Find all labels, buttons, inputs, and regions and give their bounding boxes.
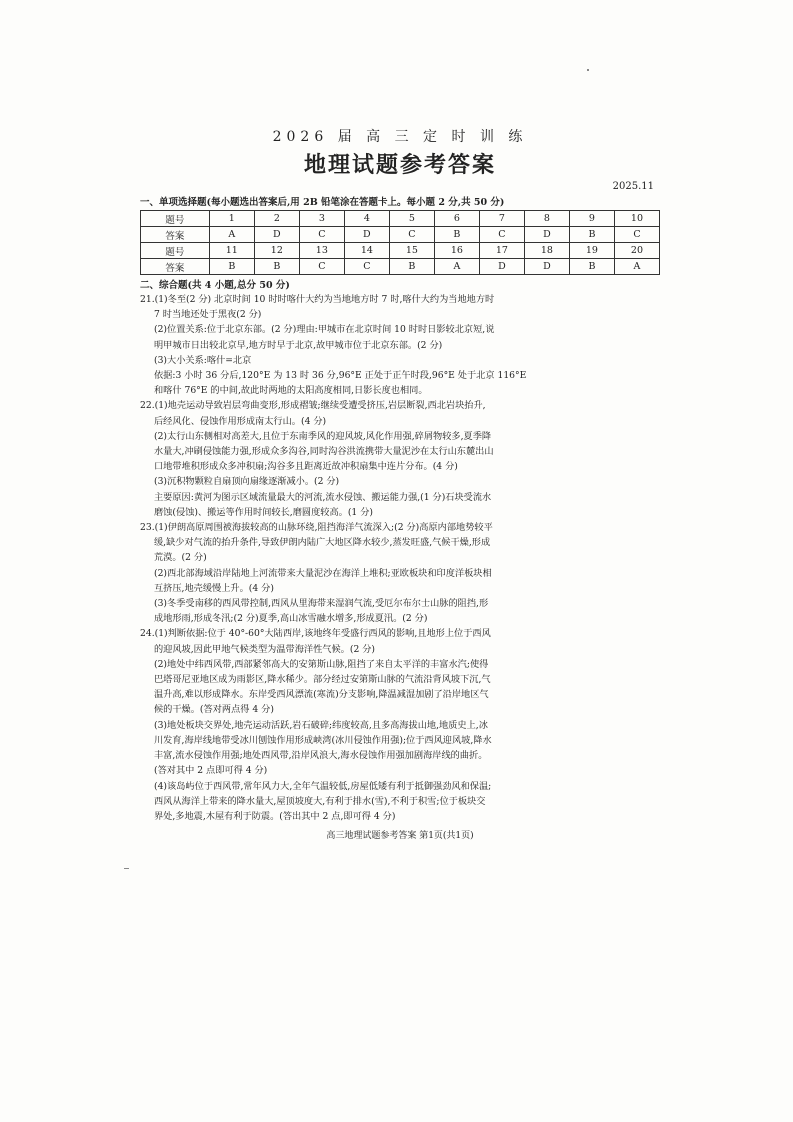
table-row-header: 题号 [141,243,210,259]
answer-line: 互挤压,地壳缓慢上升。(4 分) [154,582,274,594]
answer-line: 西风从海洋上带来的降水量大,屋顶坡度大,有利于排水(雪),不利于积雪;位于板块交 [154,795,486,807]
answer-line: (2)地处中纬西风带,西部紧邻高大的安第斯山脉,阻挡了来自太平洋的丰富水汽;使得 [154,658,489,670]
table-row [141,243,660,259]
answer-sheet [140,120,660,841]
answer-line: 23.(1)伊朗高原周围被海拔较高的山脉环绕,阻挡海洋气流深入;(2 分)高原内部地势较平 [140,522,493,534]
answer-line: (3)地处板块交界处,地壳运动活跃,岩石破碎;纬度较高,且多高海拔山地,地质史上,冰 [154,719,488,731]
table-cell: C [299,227,344,243]
table-cell: 14 [344,243,389,259]
table-row-header: 答案 [141,227,210,243]
table-cell: C [614,227,659,243]
answer-line: 磨蚀(侵蚀)、搬运等作用时间较长,磨圆度较高。(1 分) [154,506,373,518]
table-cell: 11 [209,243,254,259]
answer-line: 后经风化、侵蚀作用形成南太行山。(4 分) [154,415,327,427]
table-cell: C [299,259,344,275]
table-row [141,227,660,243]
answer-line: 成地形雨,形成冬汛;(2 分)夏季,高山冰雪融水增多,形成夏汛。(2 分) [154,613,428,625]
table-cell: 16 [434,243,479,259]
document-date: 2025.11 [612,181,654,192]
answer-line: 口地带堆积形成众多冲积扇;沟谷多且距离近故冲积扇集中连片分布。(4 分) [154,461,458,473]
table-cell: 10 [614,211,659,227]
scan-speck [124,868,129,869]
table-cell: A [209,227,254,243]
table-cell: 8 [524,211,569,227]
table-cell: B [434,227,479,243]
table-cell: C [479,227,524,243]
page-footer: 高三地理试题参考答案 第1页(共1页) [326,831,474,842]
table-cell: C [389,227,434,243]
table-cell: B [209,259,254,275]
answer-line: (3)冬季受南移的西风带控制,西风从里海带来湿润气流,受厄尔布尔士山脉的阻挡,形 [154,598,489,610]
answer-line: (4)该岛屿位于西风带,常年风力大,全年气温较低,房屋低矮有利于抵御强劲风和保温; [154,780,492,792]
answer-line: 和喀什 76°E 的中间,故此时两地的太阳高度相同,日影长度也相同。 [154,385,428,397]
table-cell: D [524,259,569,275]
table-row [141,259,660,275]
table-cell: 17 [479,243,524,259]
answer-line: 界处,多地震,木屋有利于防震。(答出其中 2 点,即可得 4 分) [154,810,396,822]
answer-line: 21.(1)冬至(2 分) 北京时间 10 时时喀什大约为当地地方时 7 时,喀什大约为当地地方时 [140,294,495,305]
section-1-heading: 一、单项选择题(每小题选出答案后,用 2B 铅笔涂在答题卡上。每小题 2 分,共 50 分) [140,197,505,208]
answer-line: 巴塔哥尼亚地区成为雨影区,降水稀少。部分经过安第斯山脉的气流沿背风坡下沉,气 [154,674,491,686]
exam-title: 2026 届 高 三 定 时 训 练 [272,129,528,145]
answer-line: 22.(1)地壳运动导致岩层弯曲变形,形成褶皱;继续受遭受挤压,岩层断裂,西北岩块抬升, [140,400,486,412]
table-cell: B [569,227,614,243]
answer-body [140,292,660,824]
answer-line: 候的干燥。(答对两点得 4 分) [154,704,274,716]
answer-line: (2)太行山东侧相对高差大,且位于东南季风的迎风坡,风化作用强,碎屑物较多,夏季降 [154,430,492,442]
table-cell: C [344,259,389,275]
answer-line: (2)位置关系:位于北京东部。(2 分)理由:甲城市在北京时间 10 时时日影较北京短,说 [154,324,495,336]
table-cell: 7 [479,211,524,227]
answer-line: 的迎风坡,因此甲地气候类型为温带海洋性气候。(2 分) [154,643,375,655]
answer-line: 缓,缺少对气流的抬升条件,导致伊朗内陆广大地区降水较少,蒸发旺盛,气候干燥,形成 [154,537,491,549]
table-row-header: 题号 [141,211,210,227]
answer-line: (3)沉积物颗粒自扇顶向扇缘逐渐减小。(2 分) [154,476,340,488]
table-cell: 18 [524,243,569,259]
table-cell: A [614,259,659,275]
section-2-heading: 二、综合题(共 4 小题,总分 50 分) [140,280,290,291]
answer-line: 24.(1)判断依据:位于 40°-60°大陆西岸,该地终年受盛行西风的影响,且地形上位于西风 [140,628,491,640]
table-row [141,211,660,227]
table-cell: D [344,227,389,243]
answer-line: 明甲城市日出较北京早,地方时早于北京,故甲城市位于北京东部。(2 分) [154,339,443,351]
table-cell: D [254,227,299,243]
table-cell: D [479,259,524,275]
document-title: 地理试题参考答案 [303,152,496,178]
table-cell: 12 [254,243,299,259]
table-cell: 20 [614,243,659,259]
table-cell: 19 [569,243,614,259]
answer-table [140,210,660,275]
answer-line: 依据:3 小时 36 分后,120°E 为 13 时 36 分,96°E 正处于正午时段,96°E 处于北京 116°E [154,370,527,382]
answer-line: 水量大,冲刷侵蚀能力强,形成众多沟谷,同时沟谷洪流携带大量泥沙在太行山东麓出山 [154,446,494,458]
scan-speck [587,69,589,71]
answer-line: 川发育,海岸线地带受冰川刨蚀作用形成峡湾(冰川侵蚀作用强);位于西风迎风坡,降水 [154,734,492,746]
table-cell: 5 [389,211,434,227]
answer-line: (3)大小关系:喀什=北京 [154,354,252,366]
answer-line: 7 时当地还处于黑夜(2 分) [154,309,262,321]
answer-line: (2)西北部海域沿岸陆地上河流带来大量泥沙在海洋上堆积;亚欧板块和印度洋板块相 [154,567,492,579]
table-cell: B [254,259,299,275]
table-cell: 6 [434,211,479,227]
table-row-header: 答案 [141,259,210,275]
answer-line: (答对其中 2 点即可得 4 分) [154,765,268,777]
answer-line: 主要原因:黄河为图示区域流量最大的河流,流水侵蚀、搬运能力强,(1 分)石块受流水 [154,491,492,503]
table-cell: B [569,259,614,275]
table-cell: 1 [209,211,254,227]
table-cell: 13 [299,243,344,259]
answer-line: 丰富,流水侵蚀作用强;地处西风带,沿岸风浪大,海水侵蚀作用强加剧海岸线的曲折。 [154,750,488,762]
table-cell: D [524,227,569,243]
table-cell: 15 [389,243,434,259]
answer-line: 温升高,难以形成降水。东岸受西风漂流(寒流)分支影响,降温减湿加剧了沿岸地区气 [154,689,489,701]
table-cell: 4 [344,211,389,227]
table-cell: 2 [254,211,299,227]
table-cell: 3 [299,211,344,227]
table-cell: B [389,259,434,275]
table-cell: A [434,259,479,275]
answer-line: 荒漠。(2 分) [154,552,207,564]
table-cell: 9 [569,211,614,227]
